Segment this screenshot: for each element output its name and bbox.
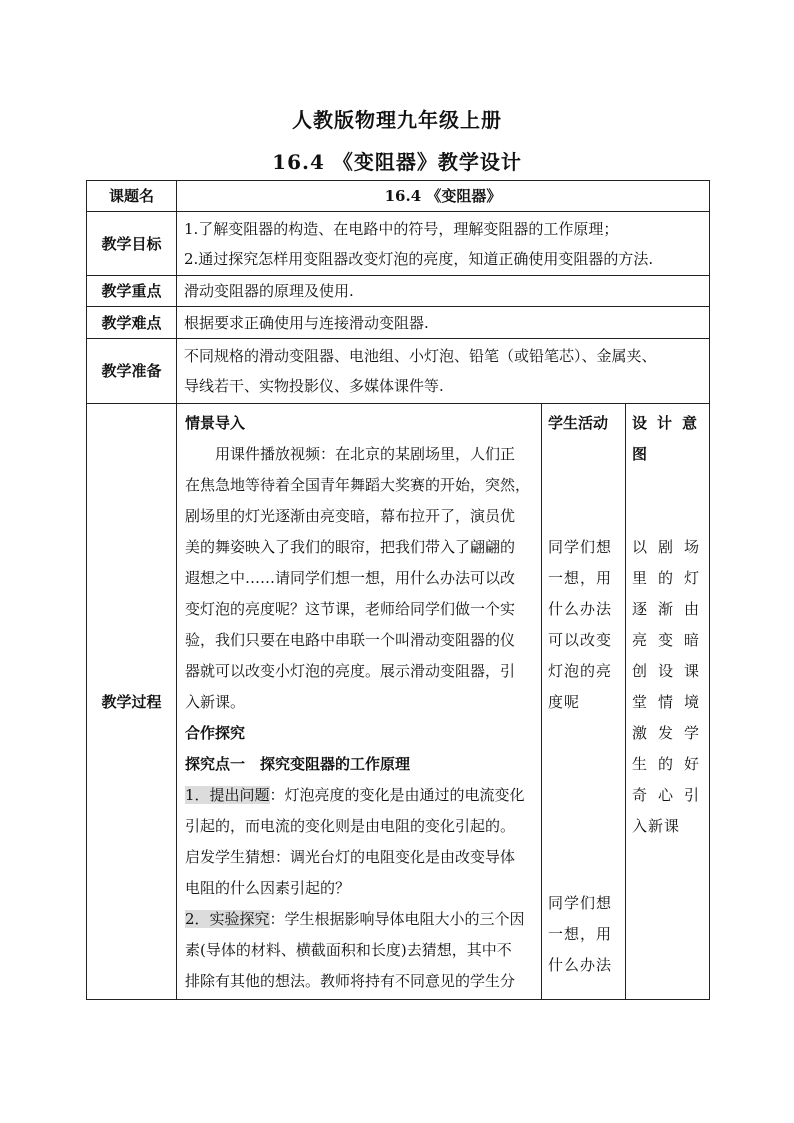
intro-line: 美的舞姿映入了我们的眼帘，把我们带入了翩翩的 — [185, 538, 516, 556]
activity-line: 什么办法 — [548, 956, 613, 974]
key-value: 滑动变阻器的原理及使用. — [177, 276, 710, 307]
question-text: ：灯泡亮度的变化是由通过的电流变化 — [269, 786, 525, 804]
intro-line: 在焦急地等待着全国青年舞蹈大奖赛的开始，突然， — [185, 476, 531, 494]
key-label: 教学重点 — [87, 276, 177, 307]
design-line: 亮变暗 — [632, 631, 703, 649]
activity-line: 什么办法 — [548, 600, 613, 618]
question-line: 引起的，而电流的变化则是由电阻的变化引起的。 — [185, 817, 516, 835]
design-line: 生的好 — [632, 755, 703, 773]
coop-heading: 合作探究 — [185, 724, 246, 742]
activity-line: 可以改变 — [548, 631, 613, 649]
intro-line: 验，我们只要在电路中串联一个叫滑动变阻器的仪 — [185, 631, 516, 649]
design-intent-cell — [626, 404, 710, 1000]
experiment-line: 素(导体的材料、横截面积和长度)去猜想，其中不 — [185, 941, 512, 959]
difficulty-value: 根据要求正确使用与连接滑动变阻器. — [177, 307, 710, 339]
student-activity-heading: 学生活动 — [548, 414, 609, 432]
student-activity-block-1 — [548, 532, 619, 718]
design-line: 里的灯 — [632, 569, 703, 587]
student-activity-block-2 — [548, 888, 619, 981]
intro-heading: 情景导入 — [185, 414, 246, 432]
point1-heading: 探究点一 探究变阻器的工作原理 — [185, 755, 411, 773]
question-line — [185, 780, 533, 811]
intro-line: 遐想之中……请同学们想一想，用什么办法可以改 — [185, 569, 516, 587]
question-line: 电阻的什么因素引起的？ — [185, 879, 351, 897]
question-line: 启发学生猜想：调光台灯的电阻变化是由改变导体 — [185, 848, 516, 866]
process-row — [87, 404, 710, 1000]
experiment-label: 2．实验探究 — [185, 910, 270, 928]
design-line: 创设课 — [632, 662, 703, 680]
design-line: 激发学 — [632, 724, 703, 742]
lesson-plan-table — [86, 180, 710, 1000]
process-label: 教学过程 — [87, 404, 177, 1000]
prep-line: 不同规格的滑动变阻器、电池组、小灯泡、铅笔（或铅笔芯）、金属夹、 — [184, 347, 657, 365]
question-label: 1．提出问题 — [185, 786, 270, 804]
student-activity-cell — [542, 404, 626, 1000]
activity-line: 灯泡的亮 — [548, 662, 613, 680]
design-intent-text — [632, 532, 703, 842]
design-line: 以剧场 — [632, 538, 703, 556]
intro-line: 剧场里的灯光逐渐由亮变暗，幕布拉开了，演员优 — [185, 507, 516, 525]
key-row — [87, 276, 710, 307]
design-line: 奇心引 — [632, 786, 703, 804]
difficulty-row — [87, 307, 710, 339]
topic-label: 课题名 — [87, 181, 177, 212]
goals-row — [87, 212, 710, 276]
goals-label: 教学目标 — [87, 212, 177, 276]
activity-line: 一想，用 — [548, 925, 613, 943]
intro-line: 入新课。 — [185, 693, 246, 711]
activity-line: 度呢 — [548, 693, 581, 711]
intro-line: 器就可以改变小灯泡的亮度。展示滑动变阻器，引 — [185, 662, 516, 680]
design-intent-heading: 图 — [632, 445, 654, 463]
document-title: 人教版物理九年级上册 — [292, 108, 502, 132]
goal-item: 2.通过探究怎样用变阻器改变灯泡的亮度，知道正确使用变阻器的方法. — [184, 249, 654, 268]
experiment-line: 排除有其他的想法。教师将持有不同意见的学生分 — [185, 972, 516, 990]
topic-row — [87, 181, 710, 212]
topic-value: 16.4 《变阻器》 — [177, 181, 710, 212]
document-subtitle: 16.4 《变阻器》教学设计 — [272, 150, 522, 174]
activity-line: 同学们想 — [548, 894, 613, 912]
activity-line: 同学们想 — [548, 538, 613, 556]
design-line: 逐渐由 — [632, 600, 703, 618]
prep-line: 导线若干、实物投影仪、多媒体课件等. — [184, 377, 444, 395]
goal-item: 1.了解变阻器的构造、在电路中的符号，理解变阻器的工作原理； — [184, 219, 619, 238]
difficulty-label: 教学难点 — [87, 307, 177, 339]
prep-value — [177, 339, 710, 404]
design-line: 堂情境 — [632, 693, 703, 711]
intro-line: 变灯泡的亮度呢？这节课，老师给同学们做一个实 — [185, 600, 516, 618]
prep-row — [87, 339, 710, 404]
activity-line: 一想，用 — [548, 569, 613, 587]
intro-line: 用课件播放视频：在北京的某剧场里，人们正 — [215, 445, 516, 463]
process-content — [177, 404, 542, 1000]
experiment-line — [185, 904, 533, 935]
design-line: 入新课 — [632, 817, 681, 835]
design-intent-heading: 设计意 — [632, 414, 703, 432]
goals-value — [177, 212, 710, 276]
experiment-text: ：学生根据影响导体电阻大小的三个因 — [269, 910, 525, 928]
prep-label: 教学准备 — [87, 339, 177, 404]
